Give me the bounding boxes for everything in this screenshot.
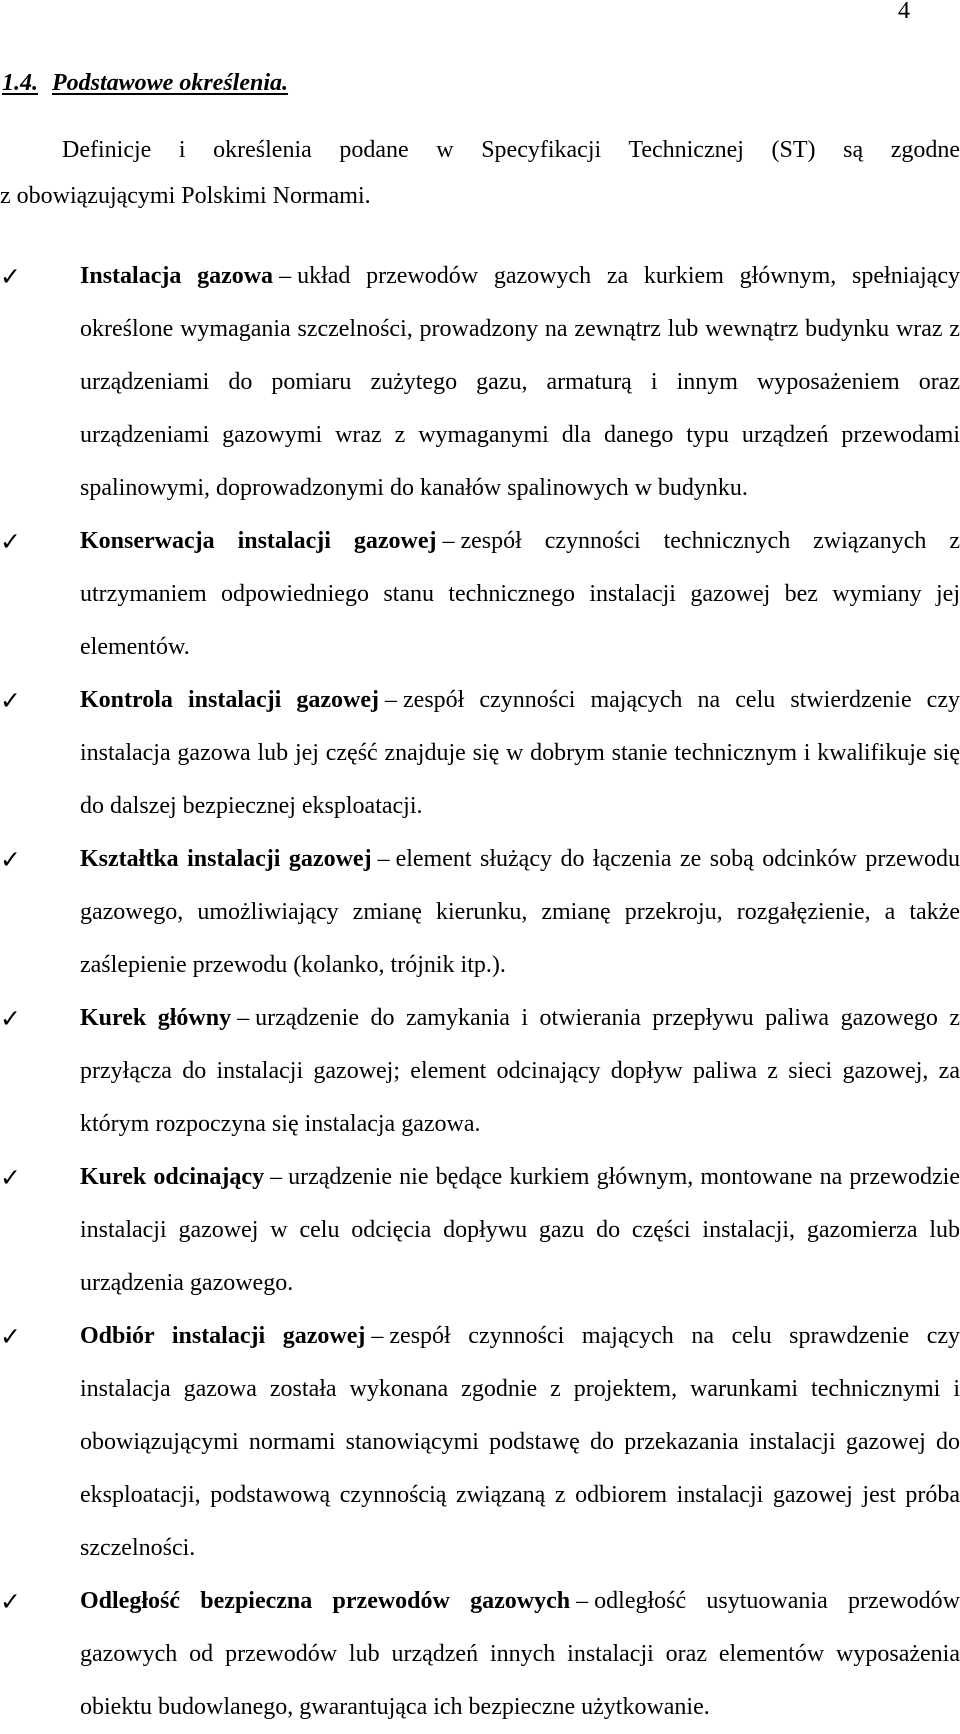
definition-term: Konserwacja instalacji gazowej bbox=[80, 528, 437, 554]
definition-text: odległość usytuowania przewodów gazowych od przewodów lub urządzeń innych instalacji oraz elementów wyposażenia obiektu budowlanego, gwarantująca ich bezpieczne użytkowanie. bbox=[80, 1588, 960, 1720]
definition-text: układ przewodów gazowych za kurkiem głównym, spełniający określone wymagania szczelności, prowadzony na zewnątrz lub wewnątrz budynku wraz z urządzeniami do pomiaru zużytego gazu, armaturą i innym wyposażeniem oraz urządzeniami gazowymi wraz z wymaganymi dla danego typu urządzeń przewodami spalinowymi, doprowadzonymi do kanałów spalinowych w budynku. bbox=[80, 263, 960, 501]
page-number: 4 bbox=[898, 0, 910, 24]
definition-dash: – bbox=[385, 687, 398, 713]
section-heading bbox=[2, 68, 288, 98]
check-icon: ✓ bbox=[0, 527, 21, 556]
definition-text: zespół czynności mających na celu sprawdzenie czy instalacja gazowa została wykonana zgodnie z projektem, warunkami technicznymi i obowiązującymi normami stanowiącymi podstawę do przekazania instalacji gazowej do eksploatacji, podstawową czynnością związaną z odbiorem instalacji gazowej jest próba szczelności. bbox=[80, 1323, 960, 1561]
definition-term: Kurek główny bbox=[80, 1005, 232, 1031]
definition-term: Kurek odcinający bbox=[80, 1164, 265, 1190]
definition-term: Kontrola instalacji gazowej bbox=[80, 687, 380, 713]
section-number: 1.4. bbox=[2, 70, 38, 96]
definition-list bbox=[0, 250, 960, 1734]
definition-dash: – bbox=[442, 528, 455, 554]
definition-kontrola-instalacji-gazowej bbox=[0, 674, 960, 833]
definition-term: Odległość bezpieczna przewodów gazowych bbox=[80, 1588, 571, 1614]
section-title: Podstawowe określenia. bbox=[52, 70, 289, 96]
definition-dash: – bbox=[377, 846, 390, 872]
check-icon: ✓ bbox=[0, 845, 21, 874]
definition-instalacja-gazowa bbox=[0, 250, 960, 515]
definition-text: urządzenie nie będące kurkiem głównym, montowane na przewodzie instalacji gazowej w celu odcięcia dopływu gazu do części instalacji, gazomierza lub urządzenia gazowego. bbox=[80, 1164, 960, 1296]
definition-text: zespół czynności technicznych związanych z utrzymaniem odpowiedniego stanu technicznego instalacji gazowej bez wymiany jej elementów. bbox=[80, 528, 960, 660]
definition-term: Instalacja gazowa bbox=[80, 263, 274, 289]
check-icon: ✓ bbox=[0, 262, 21, 291]
definition-dash: – bbox=[237, 1005, 250, 1031]
check-icon: ✓ bbox=[0, 1587, 21, 1616]
check-icon: ✓ bbox=[0, 1163, 21, 1192]
check-icon: ✓ bbox=[0, 686, 21, 715]
definition-term: Odbiór instalacji gazowej bbox=[80, 1323, 366, 1349]
check-icon: ✓ bbox=[0, 1004, 21, 1033]
intro-line-1: Definicje i określenia podane w Specyfikacji Technicznej (ST) są zgodne bbox=[62, 137, 960, 163]
definition-dash: – bbox=[270, 1164, 283, 1190]
intro-paragraph bbox=[0, 127, 960, 219]
definition-text: zespół czynności mających na celu stwierdzenie czy instalacja gazowa lub jej część znajduje się w dobrym stanie technicznym i kwalifikuje się do dalszej bezpiecznej eksploatacji. bbox=[80, 687, 960, 819]
definition-dash: – bbox=[576, 1588, 589, 1614]
definition-term: Kształtka instalacji gazowej bbox=[80, 846, 372, 872]
intro-line-2: z obowiązującymi Polskimi Normami. bbox=[0, 183, 371, 209]
definition-text: urządzenie do zamykania i otwierania przepływu paliwa gazowego z przyłącza do instalacji gazowej; element odcinający dopływ paliwa z sieci gazowej, za którym rozpoczyna się instalacja gazowa. bbox=[80, 1005, 960, 1137]
definition-dash: – bbox=[279, 263, 292, 289]
definition-dash: – bbox=[371, 1323, 384, 1349]
definition-kurek-glowny bbox=[0, 992, 960, 1151]
definition-text: element służący do łączenia ze sobą odcinków przewodu gazowego, umożliwiający zmianę kierunku, zmianę przekroju, rozgałęzienie, a także zaślepienie przewodu (kolanko, trójnik itp.). bbox=[80, 846, 960, 978]
check-icon: ✓ bbox=[0, 1322, 21, 1351]
definition-odbior-instalacji-gazowej bbox=[0, 1310, 960, 1575]
definition-konserwacja-instalacji-gazowej bbox=[0, 515, 960, 674]
definition-kurek-odcinajacy bbox=[0, 1151, 960, 1310]
definition-ksztaltka-instalacji-gazowej bbox=[0, 833, 960, 992]
definition-odleglosc-bezpieczna bbox=[0, 1575, 960, 1734]
